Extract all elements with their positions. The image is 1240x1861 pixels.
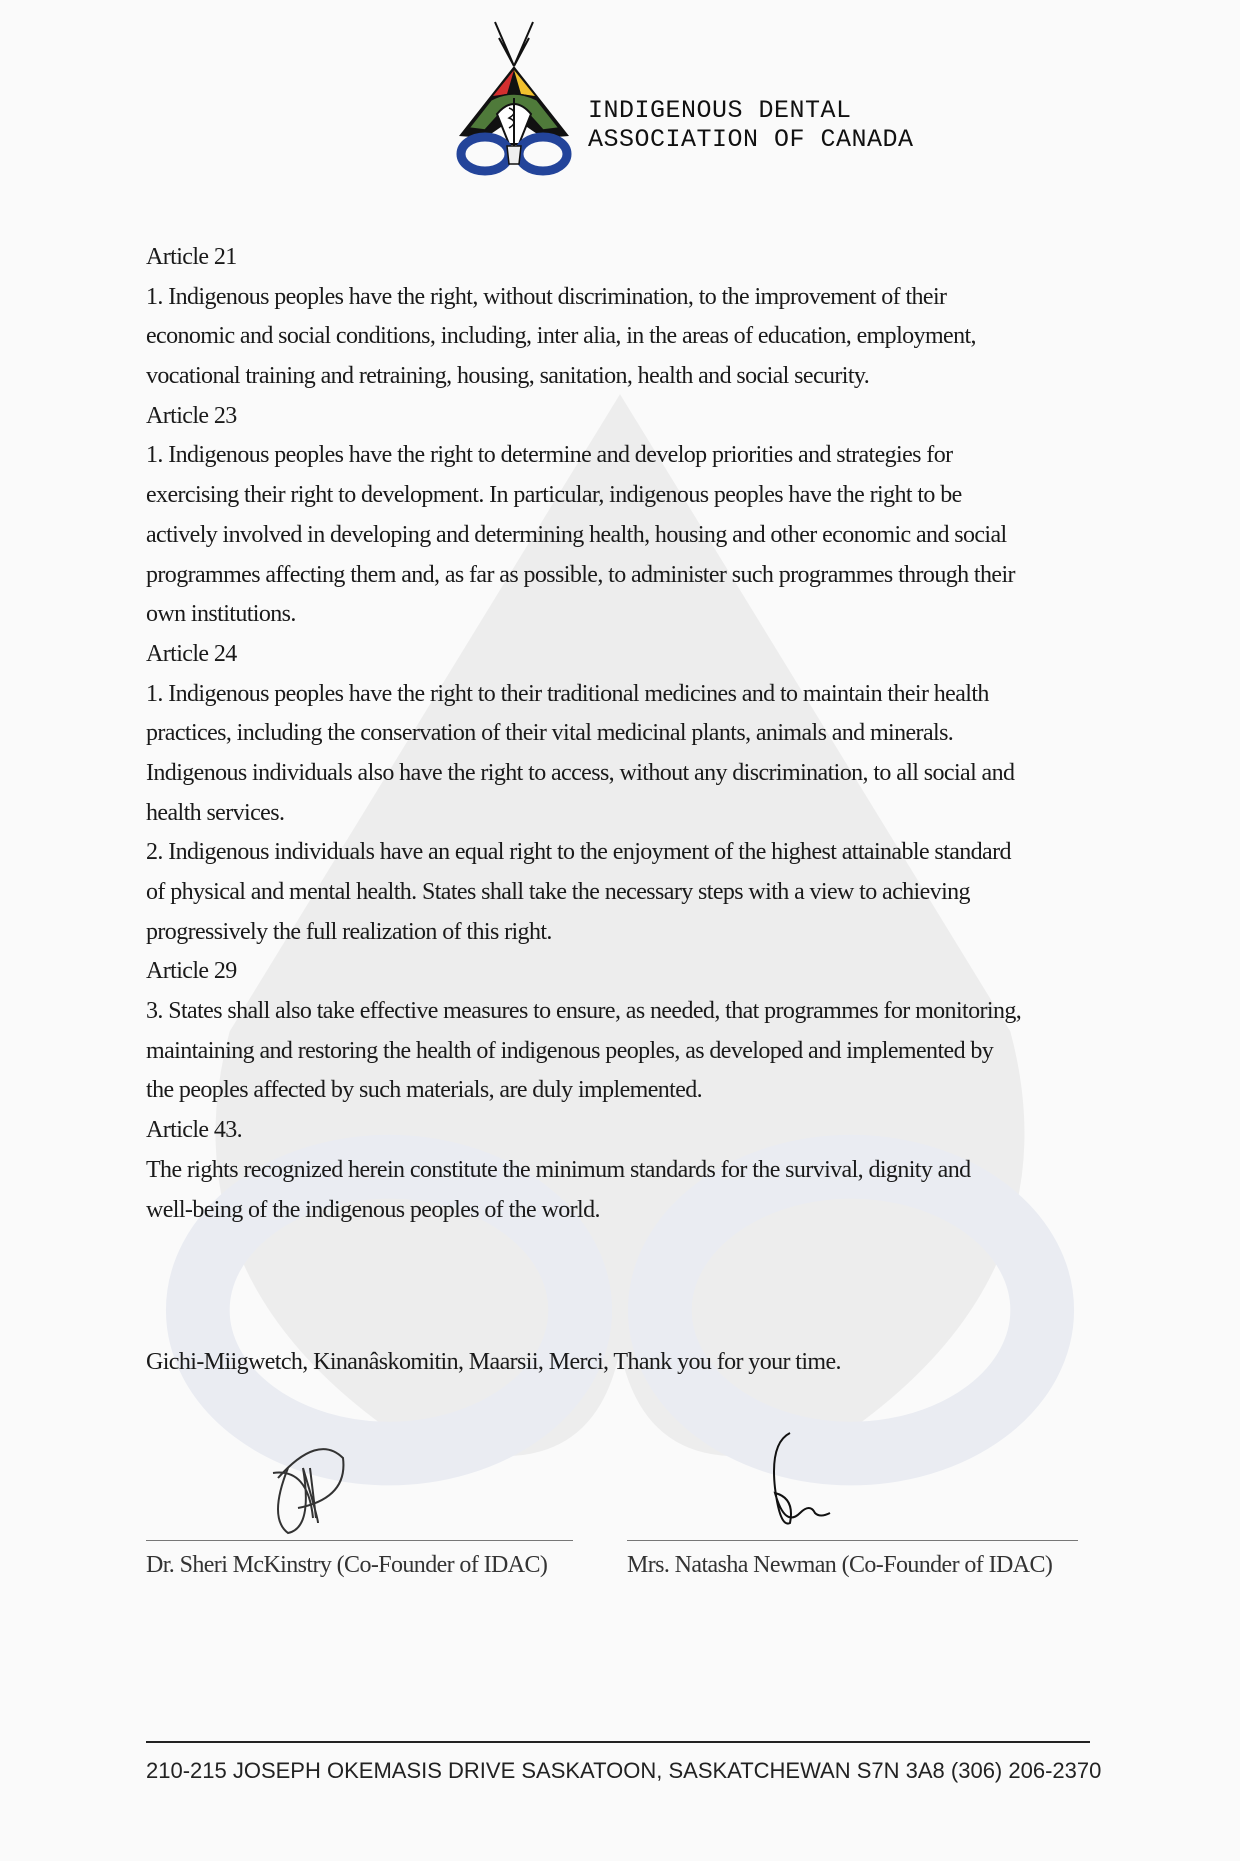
signature-newman [760,1428,840,1533]
body-line: own institutions. [146,601,296,628]
body-line: health services. [146,799,285,826]
body-line: Article 23 [146,402,237,429]
body-line: economic and social conditions, including, inter alia, in the areas of education, employment, [146,323,976,350]
signatory-name-1: Dr. Sheri McKinstry (Co-Founder of IDAC) [146,1552,548,1578]
body-line: progressively the full realization of this right. [146,918,552,945]
organization-name [588,96,914,154]
body-line: 3. States shall also take effective measures to ensure, as needed, that programmes for monitoring, [146,998,1022,1025]
signatory-name-2: Mrs. Natasha Newman (Co-Founder of IDAC) [627,1552,1053,1578]
body-line: Article 24 [146,640,237,667]
footer-address: 210-215 JOSEPH OKEMASIS DRIVE SASKATOON, SASKATCHEWAN S7N 3A8 (306) 206-2370 [146,1758,1102,1783]
body-line: well-being of the indigenous peoples of the world. [146,1196,600,1223]
signature-mckinstry [258,1438,358,1538]
signature-line-1 [146,1540,573,1541]
body-line: 1. Indigenous peoples have the right to their traditional medicines and to maintain their health [146,680,989,707]
closing-line: Gichi-Miigwetch, Kinanâskomitin, Maarsii, Merci, Thank you for your time. [146,1349,841,1375]
body-line: maintaining and restoring the health of indigenous peoples, as developed and implemented by [146,1037,994,1064]
body-line: vocational training and retraining, housing, sanitation, health and social security. [146,363,870,390]
signature-line-2 [627,1540,1078,1541]
body-line: The rights recognized herein constitute the minimum standards for the survival, dignity and [146,1156,971,1183]
body-line: 2. Indigenous individuals have an equal right to the enjoyment of the highest attainable standard [146,839,1011,866]
body-line: the peoples affected by such materials, are duly implemented. [146,1077,703,1104]
letter-body [146,238,1021,1230]
body-line: exercising their right to development. In particular, indigenous peoples have the right to be [146,482,962,509]
body-line: Article 21 [146,244,237,270]
body-line: 1. Indigenous peoples have the right, without discrimination, to the improvement of their [146,283,947,310]
body-line: actively involved in developing and determining health, housing and other economic and social [146,521,1007,548]
body-line: Indigenous individuals also have the right to access, without any discrimination, to all social and [146,759,1015,786]
body-line: 1. Indigenous peoples have the right to determine and develop priorities and strategies for [146,442,953,469]
body-line: Article 43. [146,1117,243,1144]
body-line: programmes affecting them and, as far as possible, to administer such programmes through their [146,561,1015,588]
footer-divider [146,1741,1090,1743]
org-name-line-1: INDIGENOUS DENTAL [588,96,852,125]
idac-logo [455,18,573,180]
org-name-line-2: ASSOCIATION OF CANADA [588,125,914,154]
body-line: of physical and mental health. States shall take the necessary steps with a view to achieving [146,879,970,905]
body-line: Article 29 [146,958,237,985]
body-line: practices, including the conservation of their vital medicinal plants, animals and minerals. [146,720,954,747]
